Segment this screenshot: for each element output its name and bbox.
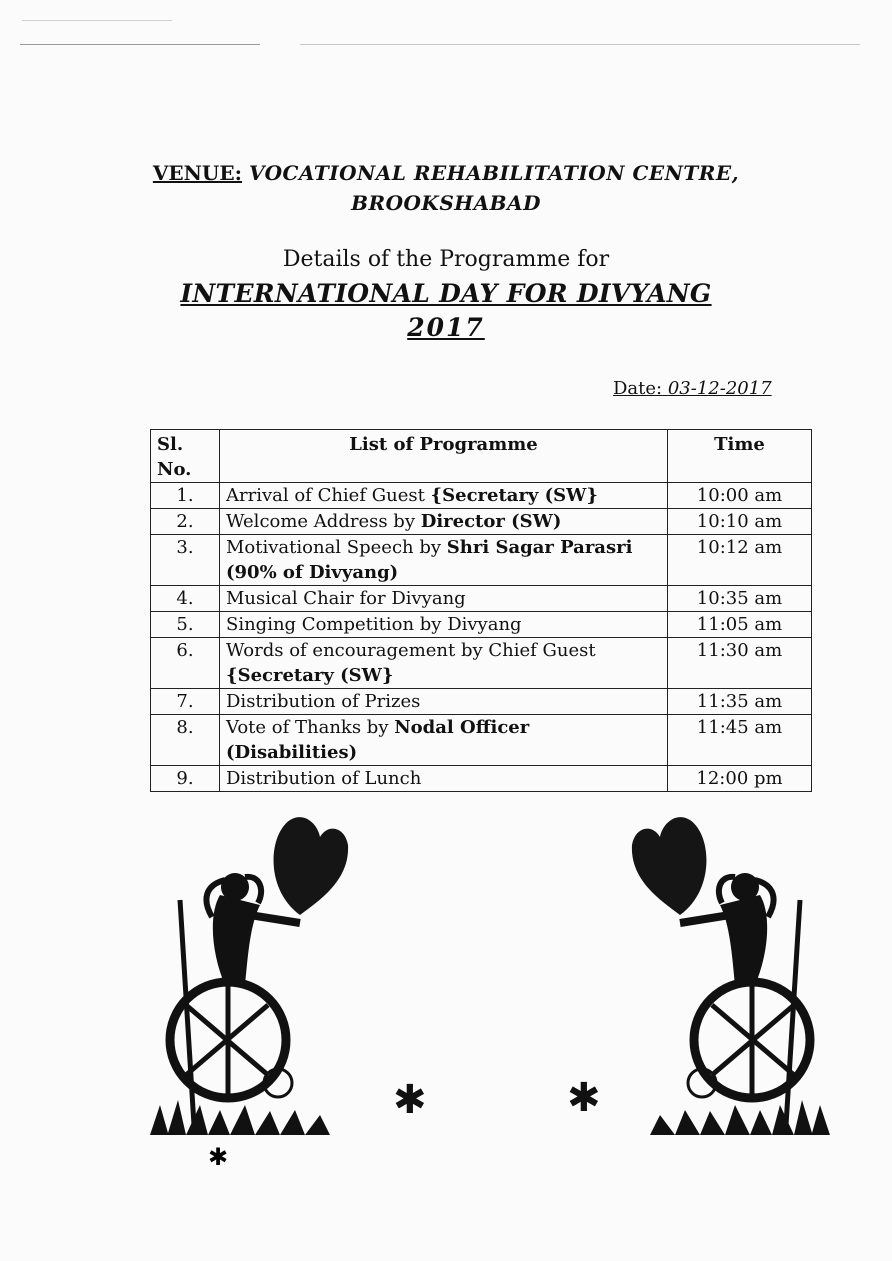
venue-label: VENUE:	[152, 161, 242, 185]
header-sl-line1: Sl.	[157, 434, 184, 455]
star-icon: ✱	[393, 1077, 427, 1123]
header-sl-line2: No.	[157, 459, 192, 480]
star-icon: ✱	[567, 1075, 601, 1121]
heart-shape	[274, 817, 349, 915]
programme-bold-text: Director (SW)	[420, 511, 562, 532]
programme-text: Distribution of Lunch	[226, 768, 422, 789]
row-number: 1.	[151, 483, 220, 509]
row-time: 11:35 am	[668, 689, 812, 715]
row-programme	[220, 586, 668, 612]
programme-text: Musical Chair for Divyang	[226, 588, 466, 609]
row-time: 10:00 am	[668, 483, 812, 509]
date-label: Date:	[613, 378, 663, 399]
row-time: 12:00 pm	[668, 766, 812, 792]
programme-text: Vote of Thanks by	[226, 717, 395, 738]
row-number: 2.	[151, 509, 220, 535]
scan-line	[300, 44, 860, 45]
girl-wheelchair-heart-icon	[150, 805, 350, 1185]
row-programme	[220, 483, 668, 509]
scan-line	[22, 20, 172, 21]
table-row	[151, 612, 812, 638]
header-sl-no	[151, 430, 220, 483]
row-programme	[220, 509, 668, 535]
row-number: 3.	[151, 535, 220, 586]
table-row	[151, 586, 812, 612]
table-row	[151, 715, 812, 766]
programme-text: Motivational Speech by	[226, 537, 447, 558]
date-value: 03-12-2017	[667, 378, 772, 399]
svg-text:✱: ✱	[208, 1143, 229, 1171]
date-line	[613, 378, 772, 399]
table-row	[151, 509, 812, 535]
programme-text: Welcome Address by	[226, 511, 421, 532]
row-programme	[220, 766, 668, 792]
event-title: INTERNATIONAL DAY FOR DIVYANG	[180, 279, 712, 308]
programme-subtitle: Details of the Programme for	[282, 247, 610, 272]
girl-wheelchair-heart-icon	[630, 805, 830, 1185]
venue-block	[0, 158, 892, 218]
row-programme	[220, 715, 668, 766]
programme-bold-text: Shri Sagar Parasri (90% of Divyang)	[226, 537, 633, 583]
row-number: 6.	[151, 638, 220, 689]
programme-table	[150, 429, 812, 792]
row-number: 9.	[151, 766, 220, 792]
programme-bold-text: {Secretary (SW}	[430, 485, 598, 506]
row-programme	[220, 638, 668, 689]
table-row	[151, 483, 812, 509]
row-programme	[220, 535, 668, 586]
row-programme	[220, 612, 668, 638]
table-row	[151, 535, 812, 586]
table-row	[151, 638, 812, 689]
row-number: 7.	[151, 689, 220, 715]
row-number: 5.	[151, 612, 220, 638]
programme-text: Distribution of Prizes	[226, 691, 421, 712]
row-time: 10:10 am	[668, 509, 812, 535]
row-number: 4.	[151, 586, 220, 612]
event-year: 2017	[407, 313, 485, 342]
row-time: 10:35 am	[668, 586, 812, 612]
venue-place-line-2: BROOKSHABAD	[351, 191, 541, 215]
scan-line	[20, 44, 260, 45]
table-row	[151, 766, 812, 792]
programme-bold-text: Nodal Officer (Disabilities)	[226, 717, 530, 763]
programme-text: Arrival of Chief Guest	[226, 485, 431, 506]
row-number: 8.	[151, 715, 220, 766]
table-body	[151, 483, 812, 792]
header-list: List of Programme	[220, 430, 668, 483]
programme-text: Singing Competition by Divyang	[226, 614, 522, 635]
row-programme	[220, 689, 668, 715]
header-time: Time	[668, 430, 812, 483]
venue-place-line-1: VOCATIONAL REHABILITATION CENTRE,	[248, 161, 740, 185]
row-time: 10:12 am	[668, 535, 812, 586]
row-time: 11:05 am	[668, 612, 812, 638]
heart-shape	[632, 817, 707, 915]
row-time: 11:30 am	[668, 638, 812, 689]
table-header-row	[151, 430, 812, 483]
venue-line-1	[0, 158, 892, 188]
programme-text: Words of encouragement by Chief Guest	[226, 640, 596, 661]
table-row	[151, 689, 812, 715]
row-time: 11:45 am	[668, 715, 812, 766]
programme-bold-text: {Secretary (SW}	[226, 665, 394, 686]
